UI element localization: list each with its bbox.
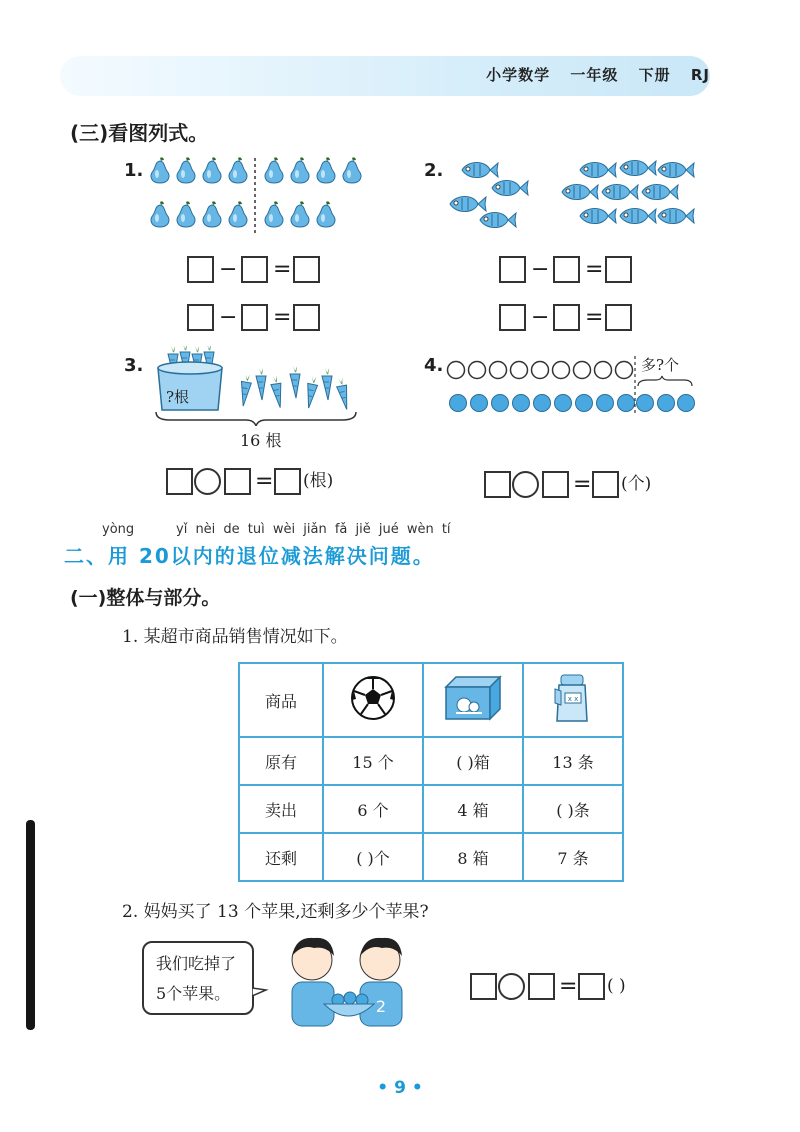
- unit-label: (个): [621, 474, 652, 494]
- problem-3-number: 3.: [124, 355, 144, 376]
- row-label: 卖出: [239, 785, 323, 833]
- soccer-ball-cell: [323, 663, 423, 737]
- answer-box[interactable]: [553, 304, 580, 331]
- unit-label: ( ): [607, 976, 626, 996]
- bubble-tail: [252, 988, 266, 996]
- table-cell: 6 个: [323, 785, 423, 833]
- minus-sign: −: [219, 305, 238, 330]
- table-cell-blank[interactable]: ( )条: [523, 785, 623, 833]
- answer-box[interactable]: [578, 973, 605, 1000]
- answer-box[interactable]: [542, 471, 569, 498]
- answer-box[interactable]: [605, 304, 632, 331]
- pears-row-2: [151, 201, 335, 227]
- answer-box[interactable]: [274, 468, 301, 495]
- speech-bubble: [142, 941, 254, 1015]
- answer-box[interactable]: [241, 256, 268, 283]
- pinyin-rest: yǐ nèi de tuì wèi jiǎn fǎ jiě jué wèn tí: [176, 522, 451, 537]
- table-row: [239, 737, 623, 785]
- problem-2-number: 2.: [424, 160, 444, 181]
- answer-box[interactable]: [187, 304, 214, 331]
- operator-circle[interactable]: [194, 468, 221, 495]
- book-header: [472, 64, 710, 85]
- part-2-title: 二、用 20以内的退位减法解决问题。: [64, 544, 435, 568]
- header-grade: 一年级: [570, 66, 619, 84]
- answer-box[interactable]: [241, 304, 268, 331]
- equals-sign: =: [585, 305, 604, 330]
- page-number: • 9 •: [377, 1078, 423, 1098]
- answer-box[interactable]: [499, 304, 526, 331]
- svg-text:2: 2: [375, 997, 387, 1016]
- answer-box[interactable]: [484, 471, 511, 498]
- circles-illustration: [446, 356, 696, 418]
- header-subject: 小学数学: [486, 66, 551, 84]
- soccer-ball-icon: [348, 673, 398, 723]
- equals-sign: =: [255, 469, 274, 494]
- pears-row-1: [151, 157, 361, 183]
- row-label: 原有: [239, 737, 323, 785]
- answer-box[interactable]: [592, 471, 619, 498]
- table-row: [239, 833, 623, 881]
- fish-group-left: [450, 163, 528, 228]
- equals-sign: =: [273, 305, 292, 330]
- problem-1-number: 1.: [124, 160, 144, 181]
- answer-box[interactable]: [528, 973, 555, 1000]
- pears-illustration: [148, 156, 368, 238]
- sales-table: [238, 662, 624, 882]
- equals-sign: =: [585, 257, 604, 282]
- total-label: 16 根: [240, 431, 282, 450]
- unit-label: (根): [303, 471, 334, 491]
- answer-box[interactable]: [499, 256, 526, 283]
- box-cell: [423, 663, 523, 737]
- table-row: [239, 785, 623, 833]
- speech-line-2: 5个苹果。: [156, 984, 231, 1003]
- answer-box[interactable]: [187, 256, 214, 283]
- loose-carrots: [237, 366, 350, 410]
- equals-sign: =: [573, 472, 592, 497]
- answer-box[interactable]: [166, 468, 193, 495]
- svg-text:x x: x x: [567, 695, 579, 703]
- row-label: 还剩: [239, 833, 323, 881]
- equals-sign: =: [273, 257, 292, 282]
- more-question-label: 多?个: [641, 356, 680, 374]
- table-cell: 15 个: [323, 737, 423, 785]
- table-cell: 4 箱: [423, 785, 523, 833]
- hollow-circles-row: [448, 362, 633, 379]
- table-cell-blank[interactable]: ( )个: [323, 833, 423, 881]
- subsection-title: (一)整体与部分。: [70, 587, 221, 609]
- basket-label: ?根: [166, 388, 190, 406]
- operator-circle[interactable]: [498, 973, 525, 1000]
- answer-box[interactable]: [470, 973, 497, 1000]
- operator-circle[interactable]: [512, 471, 539, 498]
- table-cell-blank[interactable]: ( )箱: [423, 737, 523, 785]
- question-1-text: 1. 某超市商品销售情况如下。: [122, 627, 348, 647]
- table-cell: 13 条: [523, 737, 623, 785]
- kids-eating-apples-illustration: [252, 928, 442, 1028]
- minus-sign: −: [531, 305, 550, 330]
- problem-4-number: 4.: [424, 355, 444, 376]
- equals-sign: =: [559, 974, 578, 999]
- fish-group-right: [562, 161, 694, 224]
- answer-box[interactable]: [605, 256, 632, 283]
- section-title: (三)看图列式。: [70, 121, 209, 145]
- minus-sign: −: [219, 257, 238, 282]
- towel-cell: [523, 663, 623, 737]
- header-edition: RJ: [690, 66, 710, 84]
- towel-icon: [551, 671, 595, 725]
- brace: [156, 412, 356, 426]
- pinyin-yong: yòng: [102, 522, 135, 537]
- table-cell: 7 条: [523, 833, 623, 881]
- minus-sign: −: [531, 257, 550, 282]
- answer-box[interactable]: [224, 468, 251, 495]
- brace: [638, 376, 692, 386]
- answer-box[interactable]: [293, 256, 320, 283]
- filled-circles-row: [450, 395, 695, 412]
- question-2-text: 2. 妈妈买了 13 个苹果,还剩多少个苹果?: [122, 902, 429, 922]
- table-cell: 8 箱: [423, 833, 523, 881]
- speech-line-1: 我们吃掉了: [156, 954, 237, 973]
- fish-illustration: [440, 152, 700, 242]
- answer-box[interactable]: [293, 304, 320, 331]
- header-volume: 下册: [638, 66, 671, 84]
- table-row: [239, 663, 623, 737]
- box-icon: [442, 673, 504, 723]
- table-header-cell: 商品: [239, 663, 323, 737]
- answer-box[interactable]: [553, 256, 580, 283]
- binding-mark: [26, 820, 35, 1030]
